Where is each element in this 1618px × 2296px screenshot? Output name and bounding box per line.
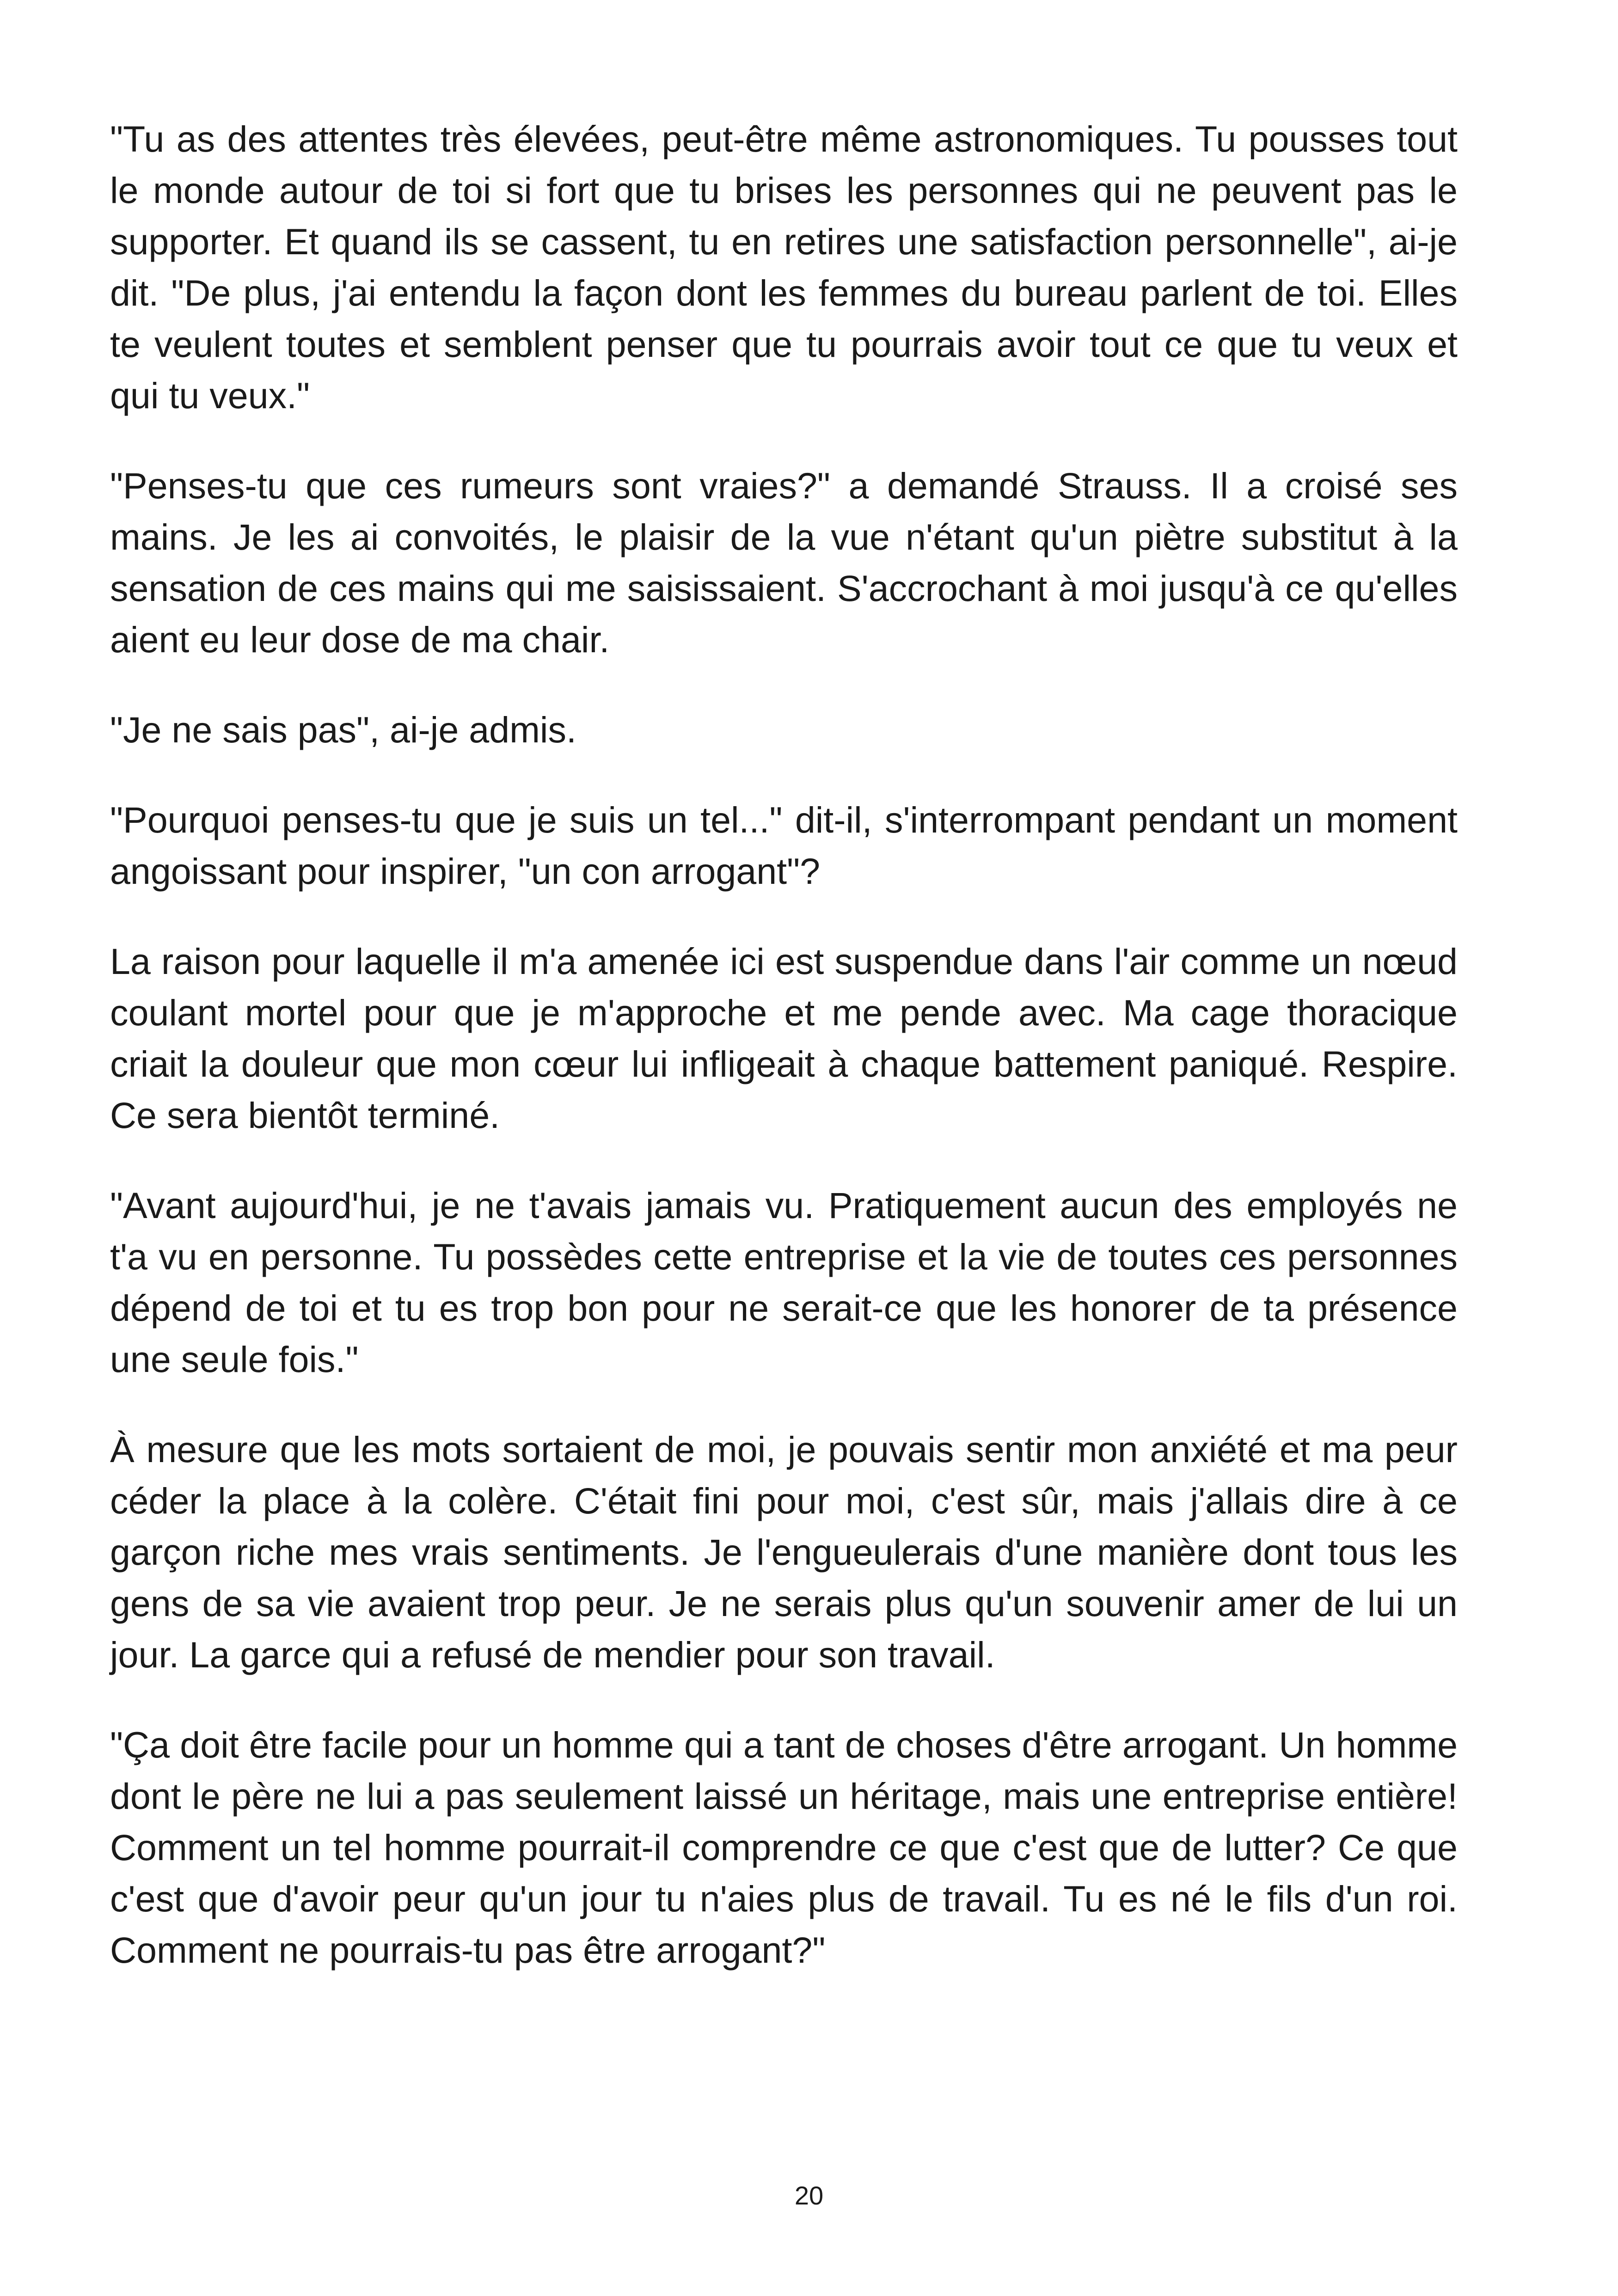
paragraph-5: La raison pour laquelle il m'a amenée ici est suspendue dans l'air comme un nœud coulant mortel pour que je m'approche et me pende avec. Ma cage thoracique criait la douleur que mon cœur lui infligeait à chaque battement paniqué. Respire. Ce sera bientôt terminé.	[110, 941, 1458, 1136]
paragraph-7: À mesure que les mots sortaient de moi, je pouvais sentir mon anxiété et ma peur céder la place à la colère. C'était fini pour moi, c'est sûr, mais j'allais dire à ce garçon riche mes vrais sentiments. Je l'engueulerais d'une manière dont tous les gens de sa vie avaient trop peur. Je ne serais plus qu'un souvenir amer de lui un jour. La garce qui a refusé de mendier pour son travail.	[110, 1429, 1458, 1675]
paragraph-1: "Tu as des attentes très élevées, peut-être même astronomiques. Tu pousses tout le monde autour de toi si fort que tu brises les personnes qui ne peuvent pas le supporter. Et quand ils se cassent, tu en retires une satisfaction personnelle", ai-je dit. "De plus, j'ai entendu la façon dont les femmes du bureau parlent de toi. Elles te veulent toutes et semblent penser que tu pourrais avoir tout ce que tu veux et qui tu veux."	[110, 118, 1458, 416]
paragraph-8: "Ça doit être facile pour un homme qui a tant de choses d'être arrogant. Un homme dont le père ne lui a pas seulement laissé un héritage, mais une entreprise entière! Comment un tel homme pourrait-il comprendre ce que c'est que de lutter? Ce que c'est que d'avoir peur qu'un jour tu n'aies plus de travail. Tu es né le fils d'un roi. Comment ne pourrais-tu pas être arrogant?"	[110, 1724, 1458, 1971]
paragraph-3: "Je ne sais pas", ai-je admis.	[110, 709, 576, 750]
paragraph-2: "Penses-tu que ces rumeurs sont vraies?" a demandé Strauss. Il a croisé ses mains. Je les ai convoités, le plaisir de la vue n'étant qu'un piètre substitut à la sensation de ces mains qui me saisissaient. S'accrochant à moi jusqu'à ce qu'elles aient eu leur dose de ma chair.	[110, 465, 1458, 660]
paragraph-6: "Avant aujourd'hui, je ne t'avais jamais vu. Pratiquement aucun des employés ne t'a vu en personne. Tu possèdes cette entreprise et la vie de toutes ces personnes dépend de toi et tu es trop bon pour ne serait-ce que les honorer de ta présence une seule fois."	[110, 1185, 1458, 1380]
paragraph-4: "Pourquoi penses-tu que je suis un tel..." dit-il, s'interrompant pendant un moment angoissant pour inspirer, "un con arrogant"?	[110, 799, 1458, 892]
page-number: 20	[794, 2181, 824, 2210]
body-text	[110, 113, 1458, 2014]
